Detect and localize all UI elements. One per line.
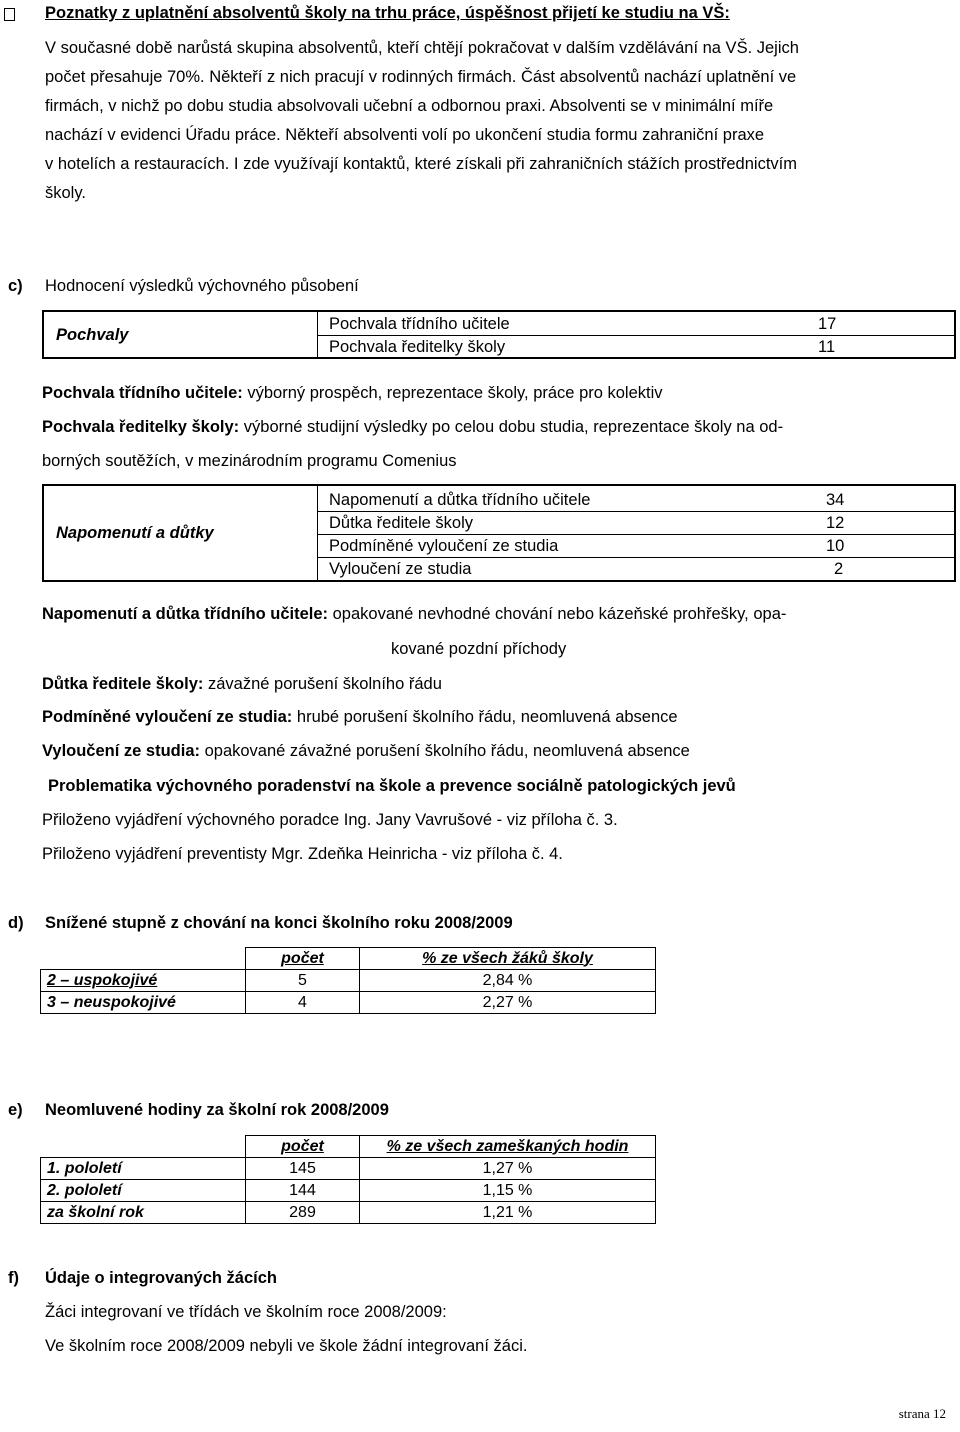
table-header: počet xyxy=(246,1136,360,1158)
pochvaly-desc-cont: borných soutěžích, v mezinárodním programu Comenius xyxy=(42,452,457,470)
desc-text: opakované nevhodné chování nebo kázeňské prohřešky, opa- xyxy=(328,605,787,623)
table-cell-pct: 1,27 % xyxy=(360,1158,656,1180)
table-header: % ze všech žáků školy xyxy=(360,948,656,970)
desc-term: Podmíněné vyloučení ze studia: xyxy=(42,708,293,726)
pochvaly-box xyxy=(42,310,956,359)
napomenuti-row-name: Vyloučení ze studia xyxy=(329,560,472,578)
napomenuti-desc xyxy=(42,605,786,624)
table-cell-count: 289 xyxy=(246,1202,360,1224)
pochvaly-label: Pochvaly xyxy=(56,326,129,344)
table-header-row xyxy=(41,1136,656,1158)
napomenuti-row-count: 10 xyxy=(826,537,845,555)
poradenstvi-title: Problematika výchovného poradenství na škole a prevence sociálně patologických jevů xyxy=(48,777,736,795)
desc-term: Důtka ředitele školy: xyxy=(42,675,204,693)
desc-term: Vyloučení ze studia: xyxy=(42,742,201,760)
desc-text: výborný prospěch, reprezentace školy, práce pro kolektiv xyxy=(242,384,663,402)
napomenuti-label: Napomenutí a důtky xyxy=(56,524,214,542)
pochvaly-desc xyxy=(42,418,783,437)
desc-text: výborné studijní výsledky po celou dobu studia, reprezentace školy na od- xyxy=(239,418,784,436)
table-cell-count: 4 xyxy=(246,992,360,1014)
napomenuti-desc xyxy=(42,675,442,694)
table-row xyxy=(41,1180,656,1202)
table-row-label: za školní rok xyxy=(41,1202,246,1224)
table-row xyxy=(41,1202,656,1224)
poradenstvi-line: Přiloženo vyjádření preventisty Mgr. Zdeňka Heinricha - viz příloha č. 4. xyxy=(42,845,563,863)
desc-term: Pochvala ředitelky školy: xyxy=(42,418,240,436)
napomenuti-row-name: Napomenutí a důtka třídního učitele xyxy=(329,491,591,509)
table-cell-pct: 2,84 % xyxy=(360,970,656,992)
intro-line: školy. xyxy=(45,184,86,202)
desc-text: závažné porušení školního řádu xyxy=(203,675,442,693)
section-letter: f) xyxy=(8,1269,19,1287)
section-letter: c) xyxy=(8,277,23,295)
table-cell-count: 144 xyxy=(246,1180,360,1202)
desc-text: opakované závažné porušení školního řádu, neomluvená absence xyxy=(200,742,690,760)
table-row-label: 2. pololetí xyxy=(41,1180,246,1202)
intro-line: v hotelích a restauracích. I zde využívají kontaktů, které získali při zahraničních stážích prostřednictvím xyxy=(45,155,797,173)
section-letter: e) xyxy=(8,1101,23,1119)
desc-text: hrubé porušení školního řádu, neomluvená absence xyxy=(292,708,678,726)
napomenuti-desc xyxy=(42,708,678,727)
intro-paragraph xyxy=(45,34,957,208)
pochvaly-desc xyxy=(42,384,663,403)
page-number: strana 12 xyxy=(898,1406,946,1421)
section-title: Hodnocení výsledků výchovného působení xyxy=(45,277,359,295)
behavior-table xyxy=(40,947,656,1014)
pochvaly-row-name: Pochvala třídního učitele xyxy=(329,315,510,333)
bullet-box-icon xyxy=(4,8,15,21)
section-letter: d) xyxy=(8,914,24,932)
table-row xyxy=(41,1158,656,1180)
section-title: Snížené stupně z chování na konci školního roku 2008/2009 xyxy=(45,914,513,932)
pochvaly-row-name: Pochvala ředitelky školy xyxy=(329,338,506,356)
napomenuti-row-name: Důtka ředitele školy xyxy=(329,514,473,532)
desc-term: Pochvala třídního učitele: xyxy=(42,384,243,402)
table-header: počet xyxy=(246,948,360,970)
section-title: Neomluvené hodiny za školní rok 2008/2009 xyxy=(45,1101,389,1119)
table-cell-pct: 1,15 % xyxy=(360,1180,656,1202)
absence-table xyxy=(40,1135,656,1224)
napomenuti-row-count: 2 xyxy=(834,560,844,578)
napomenuti-box xyxy=(42,484,956,582)
integrated-line: Žáci integrovaní ve třídách ve školním roce 2008/2009: xyxy=(45,1303,447,1321)
integrated-line: Ve školním roce 2008/2009 nebyli ve škole žádní integrovaní žáci. xyxy=(45,1337,528,1355)
table-row xyxy=(41,992,656,1014)
pochvaly-row-count: 17 xyxy=(818,315,837,333)
napomenuti-row-name: Podmíněné vyloučení ze studia xyxy=(329,537,559,555)
table-cell-pct: 1,21 % xyxy=(360,1202,656,1224)
section-c-heading xyxy=(8,277,908,299)
section-e-heading xyxy=(8,1101,908,1123)
table-row-label: 1. pololetí xyxy=(41,1158,246,1180)
intro-line: V současné době narůstá skupina absolventů, kteří chtějí pokračovat v dalším vzdělávání na VŠ. Jejich xyxy=(45,39,799,57)
table-header-row xyxy=(41,948,656,970)
section-title: Údaje o integrovaných žácích xyxy=(45,1269,277,1287)
napomenuti-desc xyxy=(42,742,690,761)
intro-line: nachází v evidenci Úřadu práce. Někteří absolventi volí po ukončení studia formu zahraniční praxe xyxy=(45,126,765,144)
poradenstvi-line: Přiloženo vyjádření výchovného poradce Ing. Jany Vavrušové - viz příloha č. 3. xyxy=(42,811,618,829)
napomenuti-row-count: 34 xyxy=(826,491,845,509)
intro-heading: Poznatky z uplatnění absolventů školy na trhu práce, úspěšnost přijetí ke studiu na VŠ: xyxy=(45,4,730,22)
section-f-heading xyxy=(8,1269,908,1291)
napomenuti-row-count: 12 xyxy=(826,514,845,532)
table-cell-count: 145 xyxy=(246,1158,360,1180)
table-header: % ze všech zameškaných hodin xyxy=(360,1136,656,1158)
intro-line: firmách, v nichž po dobu studia absolvovali učební a odbornou praxi. Absolventi se v minimální míře xyxy=(45,97,774,115)
table-row-label: 2 – uspokojivé xyxy=(41,970,246,992)
napomenuti-desc-cont: kované pozdní příchody xyxy=(391,640,567,658)
table-row-label: 3 – neuspokojivé xyxy=(41,992,246,1014)
section-d-heading xyxy=(8,914,908,936)
table-cell-count: 5 xyxy=(246,970,360,992)
table-row xyxy=(41,970,656,992)
pochvaly-row-count: 11 xyxy=(818,338,836,356)
intro-line: počet přesahuje 70%. Někteří z nich pracují v rodinných firmách. Část absolventů nachází uplatnění ve xyxy=(45,68,797,86)
desc-term: Napomenutí a důtka třídního učitele: xyxy=(42,605,329,623)
table-cell-pct: 2,27 % xyxy=(360,992,656,1014)
